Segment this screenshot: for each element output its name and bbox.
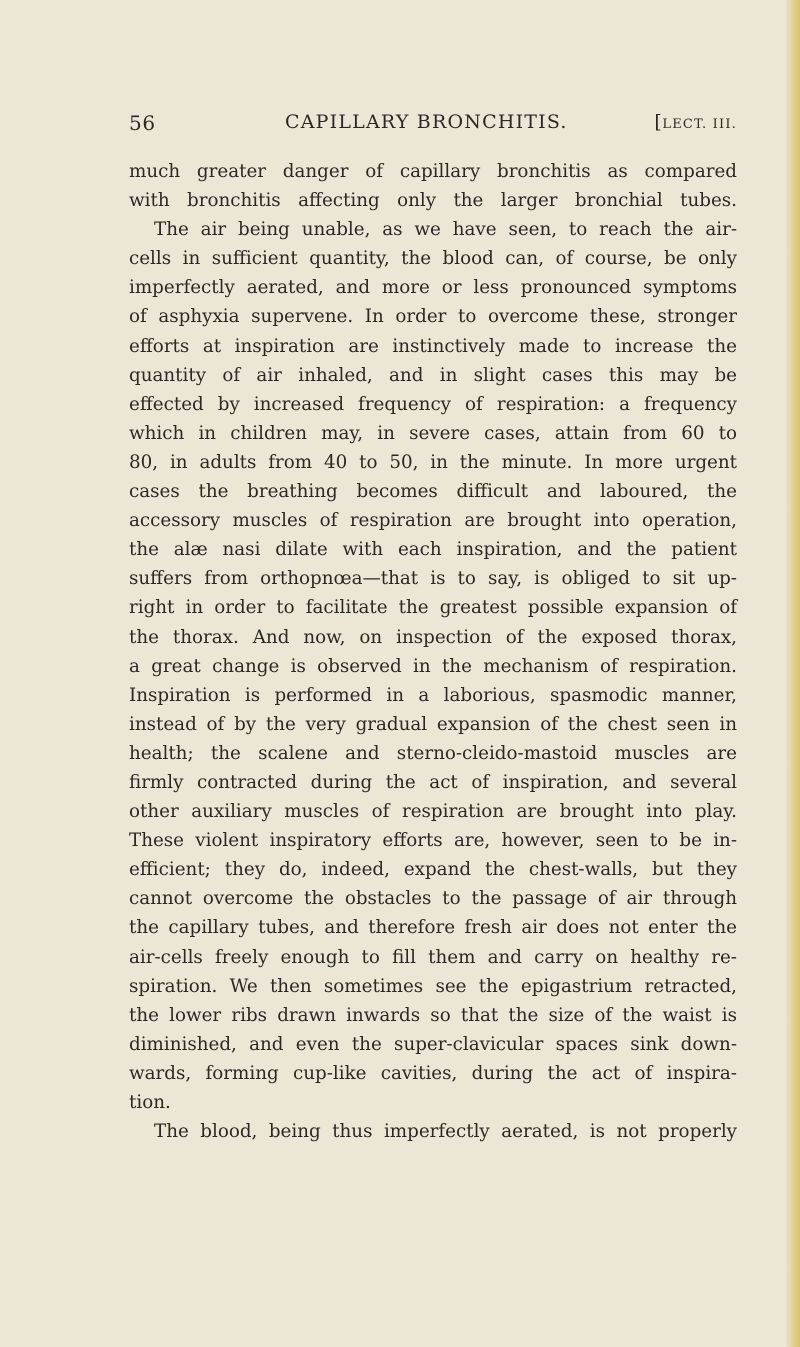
text-line: wards, forming cup-like cavities, during the act of inspira- — [129, 1062, 737, 1084]
text-line: cells in sufficient quantity, the blood can, of course, be only — [129, 248, 737, 270]
text-line: with bronchitis affecting only the larger bronchial tubes. — [129, 190, 737, 212]
text-line: cases the breathing becomes difficult and laboured, the — [129, 481, 737, 503]
text-line: accessory muscles of respiration are brought into operation, — [129, 510, 737, 532]
text-line: air-cells freely enough to fill them and carry on healthy re- — [129, 946, 737, 968]
section-ref-bracket: [ — [654, 111, 663, 133]
text-line: Inspiration is performed in a laborious, spasmodic manner, — [129, 684, 737, 706]
text-line: cannot overcome the obstacles to the passage of air through — [129, 888, 737, 910]
text-line: the lower ribs drawn inwards so that the size of the waist is — [129, 1004, 737, 1026]
running-header — [129, 111, 737, 145]
text-line: quantity of air inhaled, and in slight cases this may be — [129, 364, 737, 386]
text-line: diminished, and even the super-clavicular spaces sink down- — [129, 1033, 737, 1055]
text-line: health; the scalene and sterno-cleido-mastoid muscles are — [129, 742, 737, 764]
running-title: CAPILLARY BRONCHITIS. — [285, 111, 568, 133]
text-line: efficient; they do, indeed, expand the chest-walls, but they — [129, 859, 737, 881]
page-number: 56 — [129, 111, 156, 135]
text-line: which in children may, in severe cases, attain from 60 to — [129, 422, 737, 444]
text-line: the thorax. And now, on inspection of the exposed thorax, — [129, 626, 737, 648]
text-line: suffers from orthopnœa—that is to say, is obliged to sit up- — [129, 568, 737, 590]
text-line: instead of by the very gradual expansion of the chest seen in — [129, 713, 737, 735]
text-line: 80, in adults from 40 to 50, in the minute. In more urgent — [129, 451, 737, 473]
text-line: spiration. We then sometimes see the epigastrium retracted, — [129, 975, 737, 997]
section-ref-label: LECT. III. — [662, 117, 737, 132]
text-line: much greater danger of capillary bronchitis as compared — [129, 161, 737, 182]
text-line: the alæ nasi dilate with each inspiration, and the patient — [129, 539, 737, 561]
text-line: efforts at inspiration are instinctively made to increase the — [129, 335, 737, 357]
text-line: The air being unable, as we have seen, to reach the air- — [154, 219, 737, 241]
text-line: right in order to facilitate the greatest possible expansion of — [129, 597, 737, 619]
text-line: imperfectly aerated, and more or less pronounced symptoms — [129, 277, 737, 299]
text-line: firmly contracted during the act of inspiration, and several — [129, 771, 737, 793]
text-line: These violent inspiratory efforts are, however, seen to be in- — [129, 830, 737, 852]
text-line: the capillary tubes, and therefore fresh air does not enter the — [129, 917, 737, 939]
page-edge — [786, 0, 800, 1347]
section-reference — [654, 111, 737, 133]
body-text — [129, 157, 737, 1146]
text-line: The blood, being thus imperfectly aerated, is not properly — [154, 1121, 737, 1143]
text-line: effected by increased frequency of respiration: a frequency — [129, 393, 737, 415]
text-line: of asphyxia supervene. In order to overcome these, stronger — [129, 306, 737, 328]
text-line: tion. — [129, 1092, 171, 1113]
text-line: other auxiliary muscles of respiration are brought into play. — [129, 801, 737, 823]
text-line: a great change is observed in the mechanism of respiration. — [129, 655, 737, 677]
